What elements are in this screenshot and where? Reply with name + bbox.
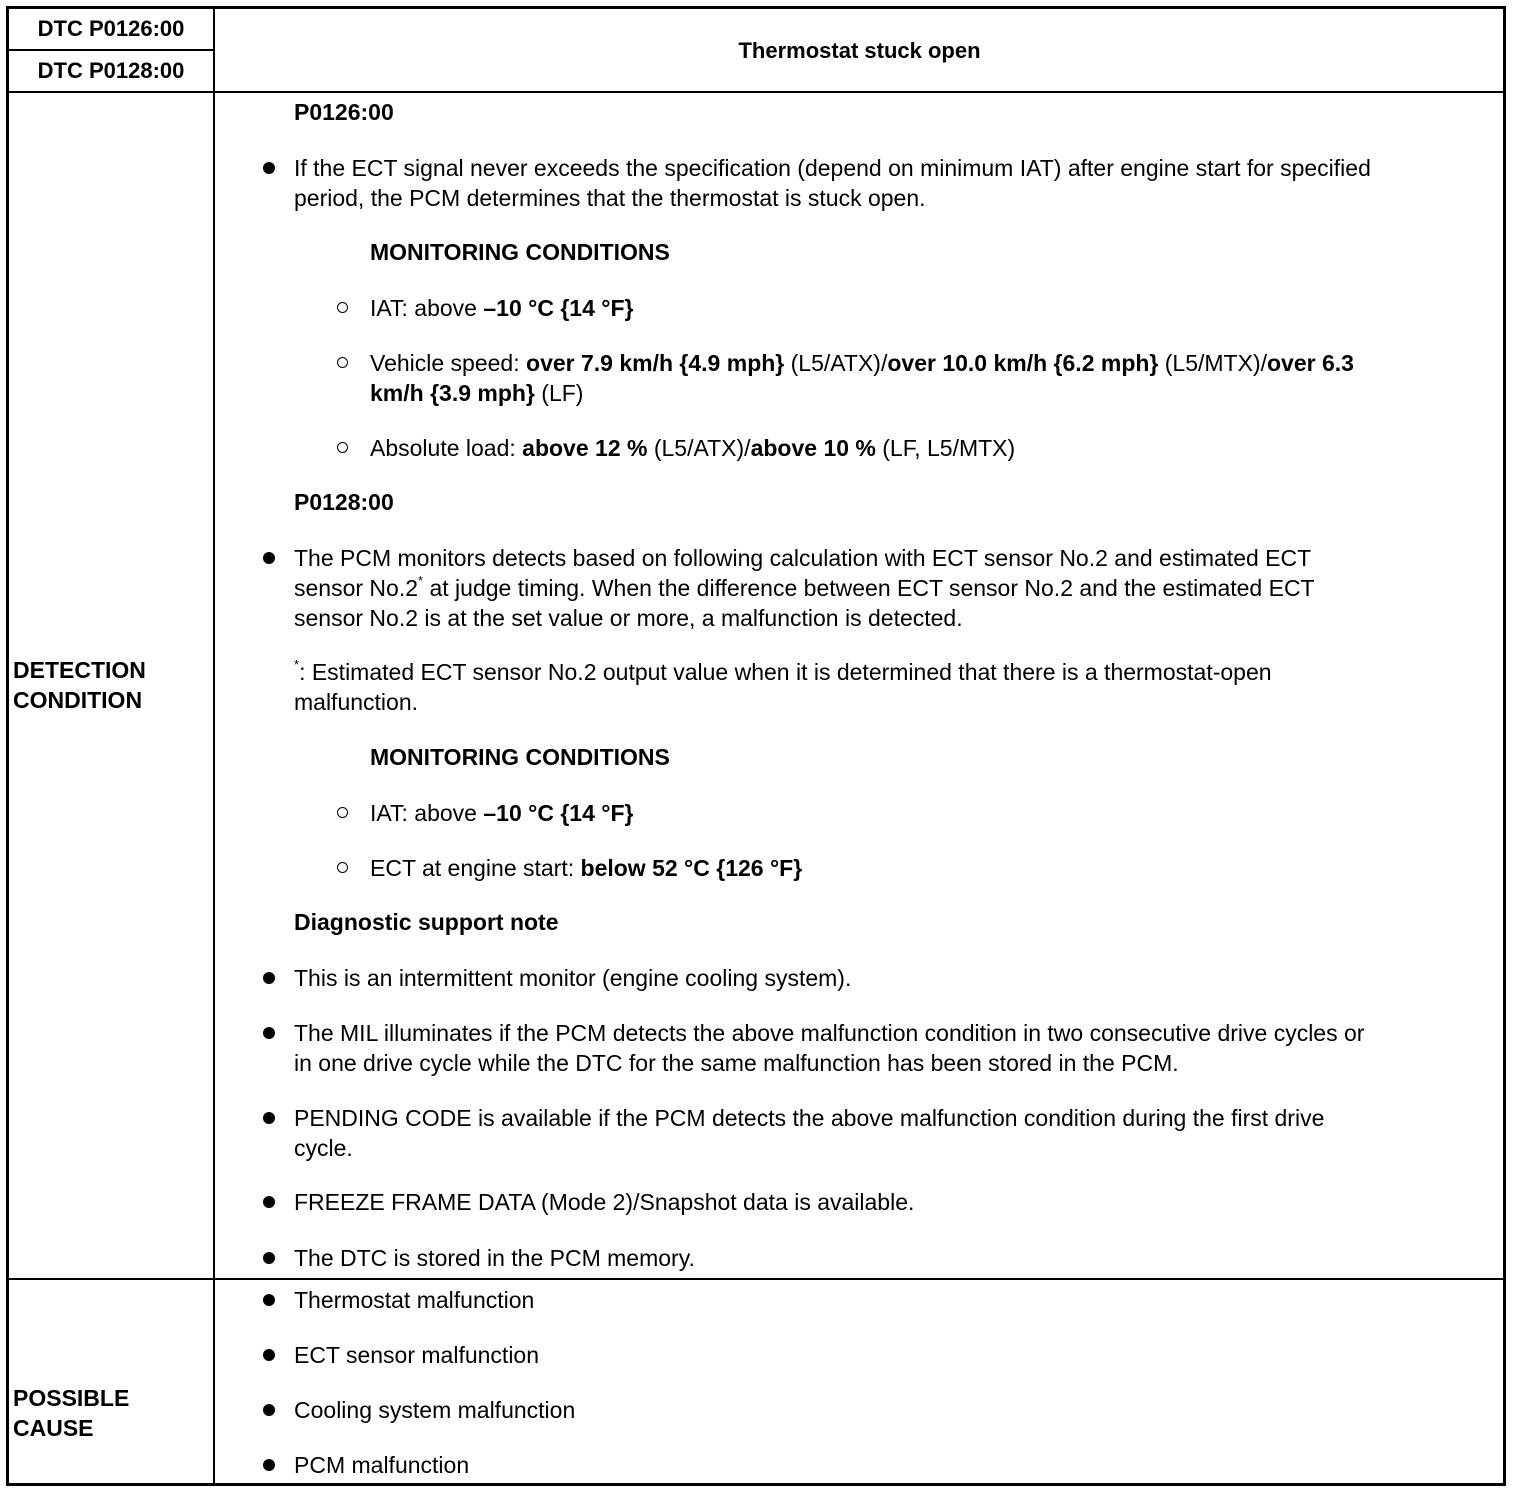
dtc-code-1: DTC P0126:00 xyxy=(37,16,185,41)
iat-condition-2: IAT: above –10 °C {14 °F} xyxy=(370,800,634,826)
vehicle-speed-condition-line-2: km/h {3.9 mph} (LF) xyxy=(370,380,584,406)
footnote-line-2: malfunction. xyxy=(294,689,419,715)
absolute-load-condition: Absolute load: above 12 % (L5/ATX)/above 10 % (LF, L5/MTX) xyxy=(370,435,1016,461)
support-note-5: The DTC is stored in the PCM memory. xyxy=(294,1245,695,1271)
bullet-icon xyxy=(263,1349,275,1361)
sub-bullet-icon xyxy=(337,302,348,313)
support-note-heading: Diagnostic support note xyxy=(294,909,559,935)
p0128-heading: P0128:00 xyxy=(294,489,394,515)
bullet-icon xyxy=(263,1196,275,1208)
bullet-icon xyxy=(263,552,275,564)
dtc-title: Thermostat stuck open xyxy=(738,38,981,63)
p0128-text-line-1: The PCM monitors detects based on following calculation with ECT sensor No.2 and estimated ECT xyxy=(294,545,1312,571)
cause-item: PCM malfunction xyxy=(294,1452,470,1478)
p0126-heading: P0126:00 xyxy=(294,99,394,125)
monitoring-conditions-heading-2: MONITORING CONDITIONS xyxy=(370,744,670,770)
bullet-icon xyxy=(263,1252,275,1264)
support-note-2-line-1: The MIL illuminates if the PCM detects the above malfunction condition in two consecutive drive cycles or xyxy=(294,1020,1365,1046)
monitoring-conditions-heading: MONITORING CONDITIONS xyxy=(370,239,670,265)
bullet-icon xyxy=(263,972,275,984)
section-divider xyxy=(9,1278,1503,1280)
cause-item: ECT sensor malfunction xyxy=(294,1342,540,1368)
p0128-text-line-3: sensor No.2 is at the set value or more, a malfunction is detected. xyxy=(294,605,963,631)
support-note-1: This is an intermittent monitor (engine cooling system). xyxy=(294,965,852,991)
cause-item: Cooling system malfunction xyxy=(294,1397,576,1423)
p0126-text-line-2: period, the PCM determines that the thermostat is stuck open. xyxy=(294,185,926,211)
possible-cause-label: POSSIBLE CAUSE xyxy=(13,1385,130,1441)
dtc-code-2: DTC P0128:00 xyxy=(37,58,185,83)
column-divider xyxy=(213,9,215,1483)
bullet-icon xyxy=(263,1404,275,1416)
support-note-2-line-2: in one drive cycle while the DTC for the same malfunction has been stored in the PCM. xyxy=(294,1050,1179,1076)
sub-bullet-icon xyxy=(337,807,348,818)
footnote-line-1: *: Estimated ECT sensor No.2 output value when it is determined that there is a thermostat-open xyxy=(294,657,1272,685)
support-note-3-line-1: PENDING CODE is available if the PCM detects the above malfunction condition during the first drive xyxy=(294,1105,1325,1131)
dtc-row-divider xyxy=(9,49,213,51)
ect-condition: ECT at engine start: below 52 °C {126 °F} xyxy=(370,855,803,881)
bullet-icon xyxy=(263,1112,275,1124)
support-note-3-line-2: cycle. xyxy=(294,1135,353,1161)
dtc-table xyxy=(6,6,1506,1486)
bullet-icon xyxy=(263,1294,275,1306)
sub-bullet-icon xyxy=(337,862,348,873)
sub-bullet-icon xyxy=(337,357,348,368)
p0128-text-line-2: sensor No.2* at judge timing. When the difference between ECT sensor No.2 and the estimated ECT xyxy=(294,573,1315,601)
sub-bullet-icon xyxy=(337,442,348,453)
support-note-4: FREEZE FRAME DATA (Mode 2)/Snapshot data is available. xyxy=(294,1189,915,1215)
vehicle-speed-condition-line-1: Vehicle speed: over 7.9 km/h {4.9 mph} (L5/ATX)/over 10.0 km/h {6.2 mph} (L5/MTX)/over 6.3 xyxy=(370,350,1354,376)
bullet-icon xyxy=(263,162,275,174)
bullet-icon xyxy=(263,1027,275,1039)
detection-condition-label: DETECTION CONDITION xyxy=(13,657,146,713)
iat-condition: IAT: above –10 °C {14 °F} xyxy=(370,295,634,321)
cause-item: Thermostat malfunction xyxy=(294,1287,535,1313)
p0126-text-line-1: If the ECT signal never exceeds the specification (depend on minimum IAT) after engine start for specified xyxy=(294,155,1371,181)
bullet-icon xyxy=(263,1459,275,1471)
